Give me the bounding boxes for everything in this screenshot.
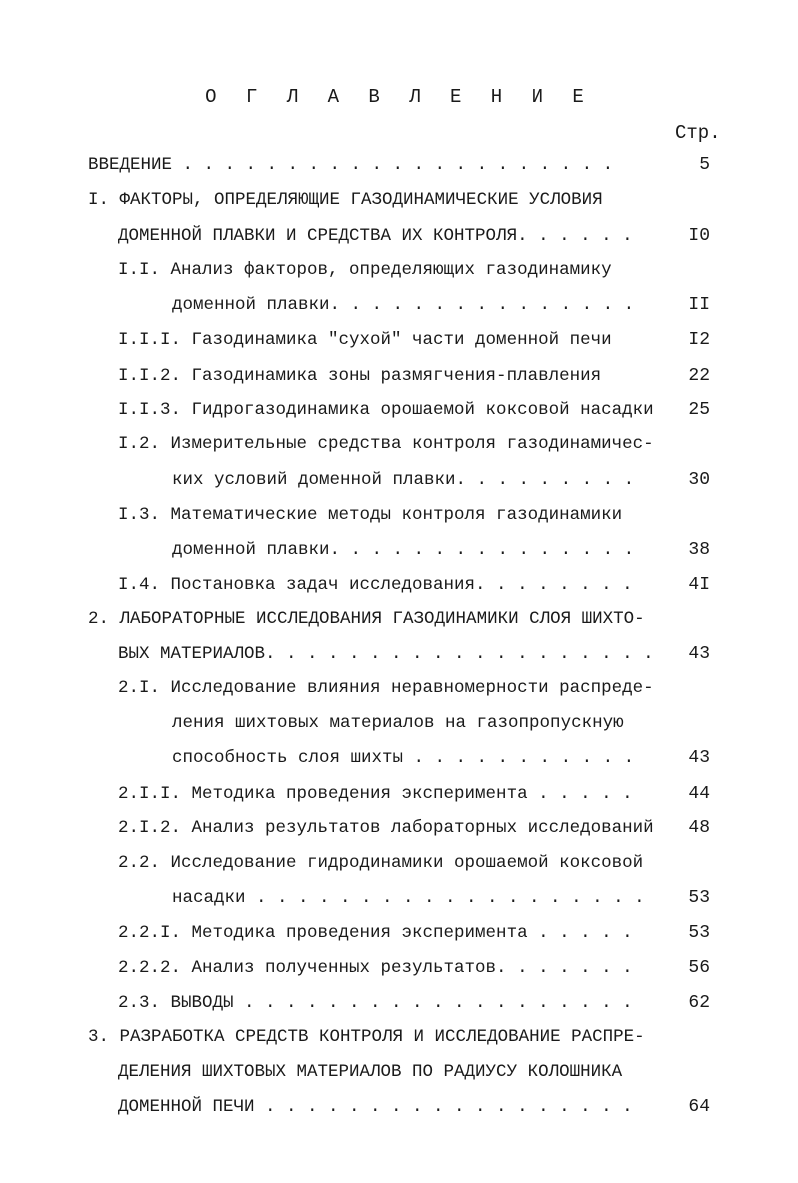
toc-page-number: 5 — [699, 155, 710, 175]
toc-entry-line: I.2. Измерительные средства контроля газодинамичес- — [118, 434, 654, 454]
toc-entry-line: I.3. Математические методы контроля газодинамики — [118, 505, 623, 525]
toc-page-number: 25 — [688, 400, 710, 420]
toc-entry-line: способность слоя шихты . . . . . . . . . . . — [172, 748, 635, 768]
toc-entry-line: ДЕЛЕНИЯ ШИХТОВЫХ МАТЕРИАЛОВ ПО РАДИУСУ КОЛОШНИКА — [118, 1062, 623, 1082]
toc-entry-line: I.I.2. Газодинамика зоны размягчения-плавления — [118, 366, 602, 386]
toc-entry-line: 2.2.2. Анализ полученных результатов. . . . . . . — [118, 958, 633, 978]
toc-page-number: I2 — [688, 330, 710, 350]
toc-entry-line: 3. РАЗРАБОТКА СРЕДСТВ КОНТРОЛЯ И ИССЛЕДОВАНИЕ РАСПРЕ- — [88, 1027, 645, 1047]
toc-entry-line: I.I. Анализ факторов, определяющих газодинамику — [118, 260, 612, 280]
toc-page-number: 53 — [688, 923, 710, 943]
toc-entry-line: 2. ЛАБОРАТОРНЫЕ ИССЛЕДОВАНИЯ ГАЗОДИНАМИКИ СЛОЯ ШИХТО- — [88, 609, 645, 629]
toc-entry-line: I.I.I. Газодинамика "сухой" части доменной печи — [118, 330, 612, 350]
toc-page-number: 44 — [688, 784, 710, 804]
toc-entry-line: 2.I. Исследование влияния неравномерности распреде- — [118, 678, 654, 698]
toc-entry-line: I. ФАКТОРЫ, ОПРЕДЕЛЯЮЩИЕ ГАЗОДИНАМИЧЕСКИЕ УСЛОВИЯ — [88, 190, 603, 210]
page-column-label: Стр. — [675, 122, 721, 144]
toc-entry-line: 2.3. ВЫВОДЫ . . . . . . . . . . . . . . . . . . . — [118, 993, 633, 1013]
toc-page-number: 56 — [688, 958, 710, 978]
toc-entry-line: I.I.3. Гидрогазодинамика орошаемой коксовой насадки — [118, 400, 654, 420]
toc-entry-line: ВЫХ МАТЕРИАЛОВ. . . . . . . . . . . . . . . . . . . — [118, 644, 654, 664]
toc-page-number: 38 — [688, 540, 710, 560]
toc-page-number: 30 — [688, 470, 710, 490]
toc-entry-line: насадки . . . . . . . . . . . . . . . . . . . — [172, 888, 645, 908]
toc-title: О Г Л А В Л Е Н И Е — [205, 86, 593, 108]
toc-entry-line: ления шихтовых материалов на газопропускную — [172, 713, 624, 733]
toc-entry-line: 2.I.2. Анализ результатов лабораторных исследований — [118, 818, 654, 838]
toc-page-number: 4I — [688, 575, 710, 595]
toc-entry-line: 2.2.I. Методика проведения эксперимента . . . . . — [118, 923, 633, 943]
toc-entry-line: доменной плавки. . . . . . . . . . . . . . . — [172, 295, 635, 315]
toc-entry-line: доменной плавки. . . . . . . . . . . . . . . — [172, 540, 635, 560]
toc-page-number: 43 — [688, 644, 710, 664]
toc-page-number: 48 — [688, 818, 710, 838]
toc-entry-line: ких условий доменной плавки. . . . . . . . . — [172, 470, 635, 490]
toc-page-number: I0 — [688, 226, 710, 246]
toc-entry-line: ДОМЕННОЙ ПЕЧИ . . . . . . . . . . . . . . . . . . — [118, 1097, 633, 1117]
toc-page-number: II — [688, 295, 710, 315]
toc-page-number: 64 — [688, 1097, 710, 1117]
toc-page-number: 43 — [688, 748, 710, 768]
toc-page-number: 62 — [688, 993, 710, 1013]
toc-entry-line: I.4. Постановка задач исследования. . . . . . . . — [118, 575, 633, 595]
toc-entry-line: ДОМЕННОЙ ПЛАВКИ И СРЕДСТВА ИХ КОНТРОЛЯ. . . . . . — [118, 226, 633, 246]
toc-entry-line: ВВЕДЕНИЕ . . . . . . . . . . . . . . . . . . . . . — [88, 155, 614, 175]
toc-entry-line: 2.2. Исследование гидродинамики орошаемой коксовой — [118, 853, 644, 873]
toc-page-number: 53 — [688, 888, 710, 908]
toc-page-number: 22 — [688, 366, 710, 386]
toc-entry-line: 2.I.I. Методика проведения эксперимента . . . . . — [118, 784, 633, 804]
